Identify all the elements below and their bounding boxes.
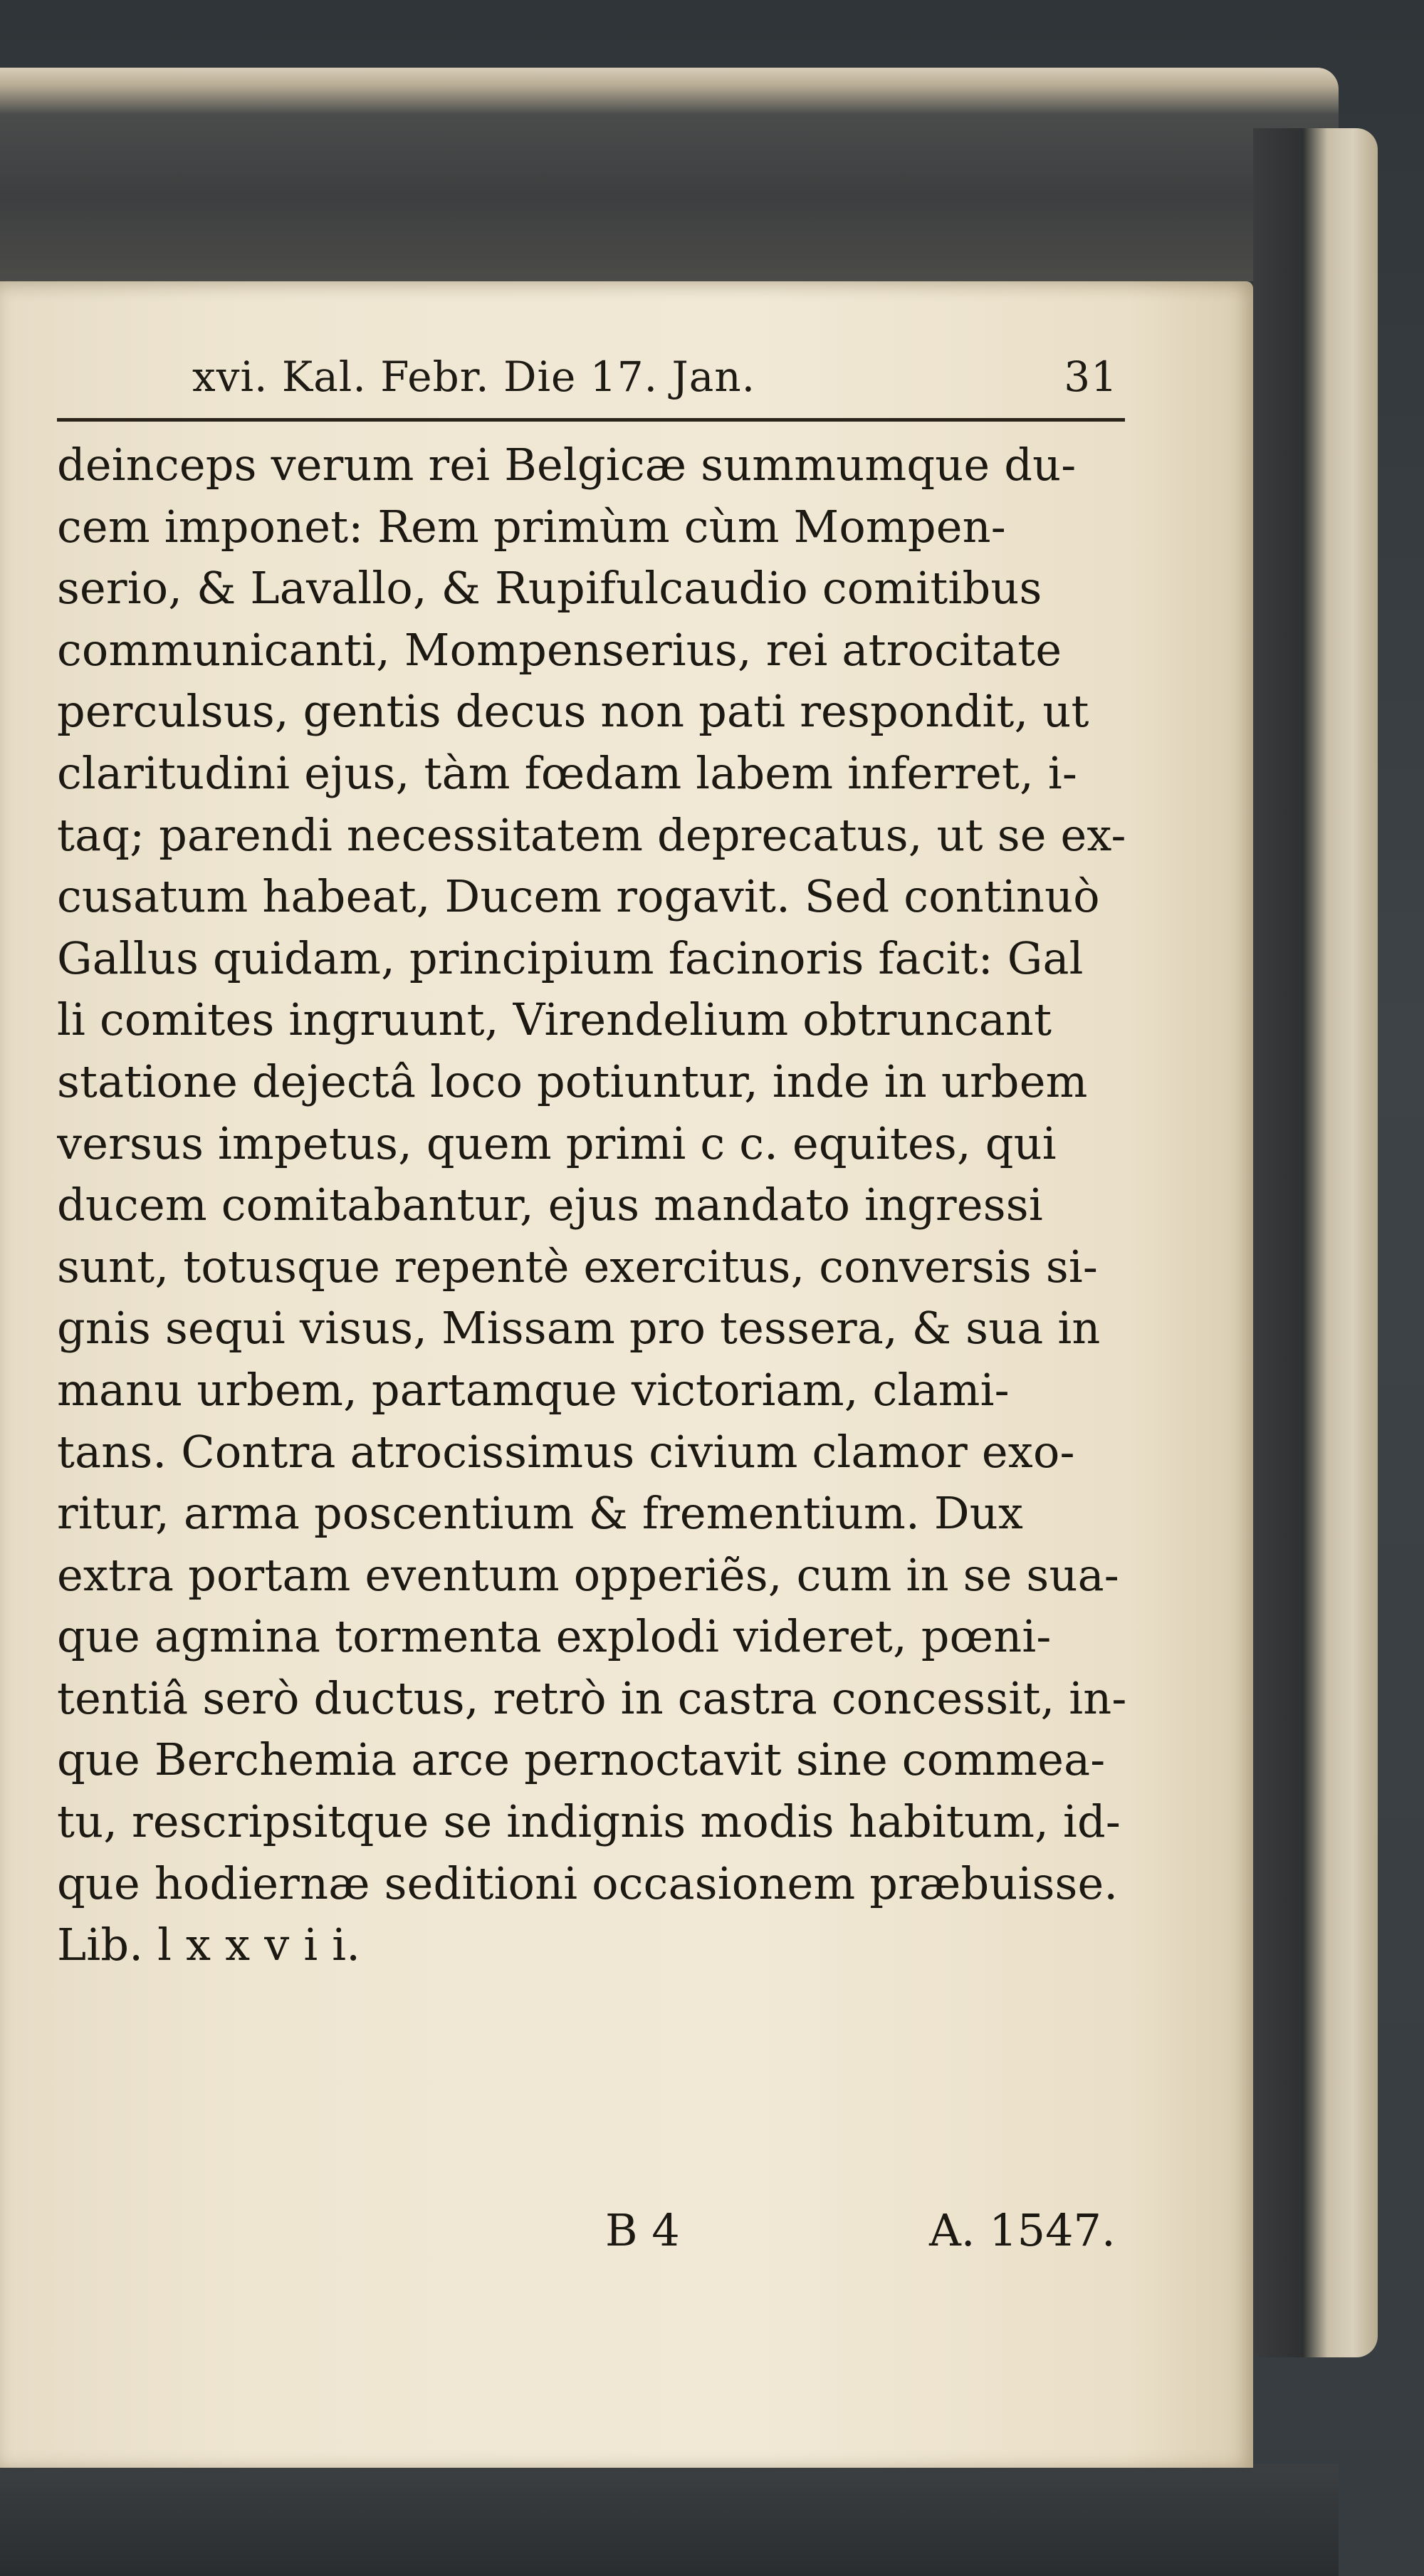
text-line: sunt, totusque repentè exercitus, conversis si- [57,1240,1099,1293]
text-line: gnis sequi visus, Missam pro tessera, & sua in [57,1302,1101,1355]
header-rule [57,418,1125,422]
body-text [57,434,1139,1976]
text-line: deinceps verum rei Belgicæ summumque du- [57,439,1077,491]
text-line: cusatum habeat, Ducem rogavit. Sed continuò [57,870,1100,923]
text-line: ducem comitabantur, ejus mandato ingressi [57,1179,1043,1231]
running-head-text: xvi. Kal. Febr. Die 17. Jan. [192,353,756,401]
text-line: tu, rescripsitque se indignis modis habitum, id- [57,1795,1121,1848]
text-line: tans. Contra atrocissimus civium clamor exo- [57,1425,1075,1478]
text-line: statione dejectâ loco potiuntur, inde in urbem [57,1055,1088,1107]
text-line: extra portam eventum opperiẽs, cum in se sua- [57,1548,1119,1601]
text-line: li comites ingruunt, Virendelium obtruncant [57,994,1052,1046]
text-line: que Berchemia arce pernoctavit sine commea- [57,1733,1106,1786]
text-line: communicanti, Mompenserius, rei atrocitate [57,623,1062,676]
text-line: Lib. l x x v i i. [57,1919,361,1971]
book-page [0,281,1253,2468]
text-line: claritudini ejus, tàm fœdam labem inferret, i- [57,746,1078,799]
text-line: perculsus, gentis decus non pati respondit, ut [57,685,1089,738]
text-line: que agmina tormenta explodi videret, pœni- [57,1610,1052,1663]
text-line: Gallus quidam, principium facinoris facit: Gal [57,932,1084,984]
page-number: 31 [1064,353,1118,401]
text-line: versus impetus, quem primi c c. equites, qui [57,1117,1057,1169]
running-head [192,353,1118,410]
text-line: serio, & Lavallo, & Rupifulcaudio comitibus [57,562,1042,615]
signature-mark: B 4 [605,2204,680,2256]
text-line: manu urbem, partamque victoriam, clami- [57,1363,1010,1416]
text-line: ritur, arma poscentium & frementium. Dux [57,1487,1024,1540]
book-page-edges-top [0,68,1339,281]
book-page-edges-right [1253,128,1378,2357]
book-shadow-bottom [0,2464,1339,2576]
text-line: tentiâ serò ductus, retrò in castra concessit, in- [57,1672,1127,1724]
text-line: taq; parendi necessitatem deprecatus, ut se ex- [57,808,1126,861]
catchword: A. 1547. [929,2204,1116,2256]
text-line: cem imponet: Rem primùm cùm Mompen- [57,500,1006,553]
text-line: que hodiernæ seditioni occasionem præbuisse. [57,1857,1119,1909]
